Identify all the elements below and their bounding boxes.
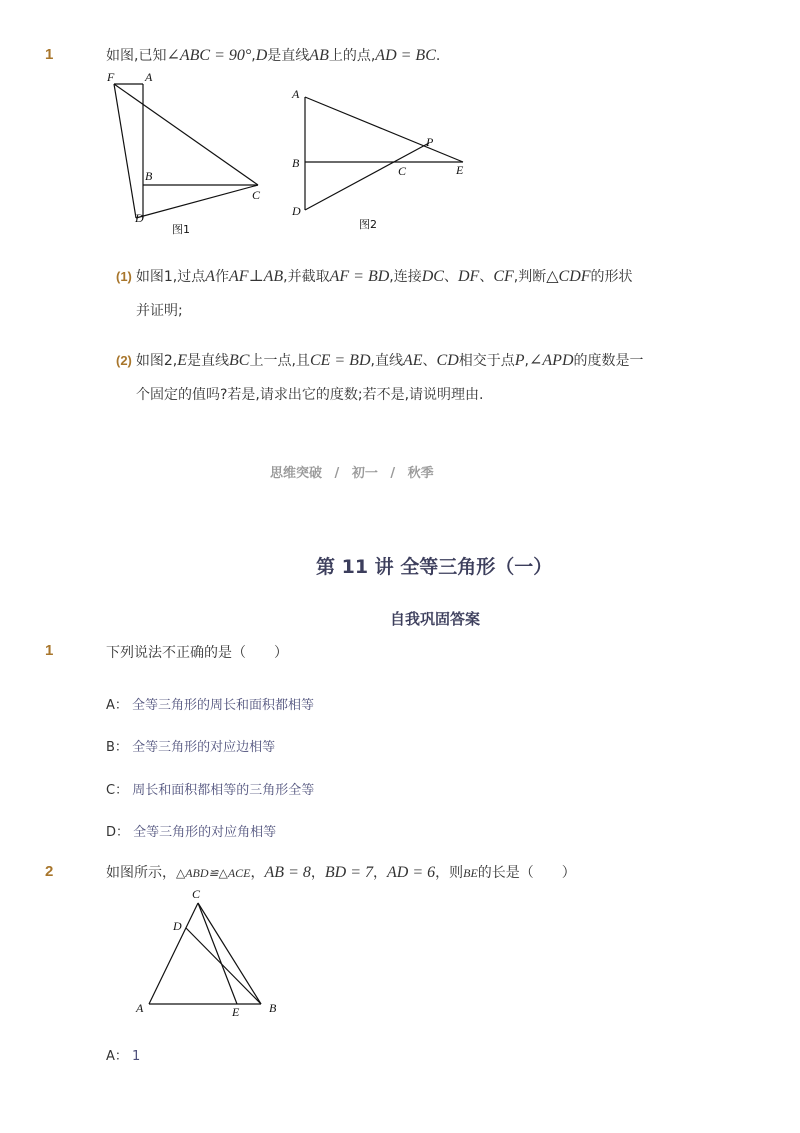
label-B: B: [145, 169, 153, 183]
label-D: D: [173, 919, 182, 933]
label-A: A: [136, 1001, 144, 1015]
stem-text: 如图,已知: [106, 48, 167, 64]
label-C: C: [252, 188, 261, 202]
label-B: B: [292, 156, 300, 170]
sub-text: 如图1,过点: [135, 269, 206, 285]
sub-math: AE: [402, 352, 423, 369]
sub-question-2: [116, 350, 644, 370]
stem-text: ,: [251, 48, 256, 64]
label-A: A: [292, 87, 300, 101]
option-a[interactable]: [106, 1045, 140, 1064]
stem-text: ，则: [435, 865, 464, 881]
option-letter: D：: [106, 825, 130, 840]
sub-text: ,: [524, 353, 529, 369]
sub-text: ,直线: [370, 353, 403, 369]
sub-text: 的形状: [590, 269, 633, 285]
question-number: 1: [45, 642, 54, 659]
sub-number: (1): [116, 269, 132, 284]
stem-math: △ABD≌△ACE: [176, 866, 251, 880]
figure-triangles: [125, 882, 295, 1022]
stem-text: .: [435, 48, 441, 64]
option-letter: B：: [106, 740, 128, 755]
stem-math: AD = BC: [375, 47, 436, 64]
label-D: D: [292, 204, 301, 218]
footer-season: 秋季: [407, 466, 434, 481]
page-footer: [270, 462, 434, 481]
figure-caption: 图1: [172, 223, 190, 236]
sub-text: ,判断: [513, 269, 547, 285]
section-title: 自我巩固答案: [390, 610, 481, 628]
sub-text: 上一点,且: [249, 353, 310, 369]
stem-math: BE: [463, 866, 478, 880]
footer-grade: 初一: [351, 466, 378, 481]
option-text: 1: [132, 1049, 141, 1064]
sub-math: DF: [457, 268, 480, 285]
footer-separator: /: [334, 466, 340, 481]
label-E: E: [232, 1005, 240, 1019]
option-letter: A：: [106, 698, 128, 713]
sub-text: ,连接: [389, 269, 422, 285]
stem-text: ，: [372, 865, 387, 881]
option-text: 全等三角形的对应角相等: [133, 825, 277, 840]
label-A: A: [145, 70, 153, 84]
question-number: 1: [45, 46, 54, 63]
label-E: E: [456, 163, 464, 177]
option-c[interactable]: [106, 779, 314, 798]
stem-math: AD = 6: [386, 864, 436, 881]
sub-math: CE = BD: [309, 352, 371, 369]
label-P: P: [426, 135, 434, 149]
option-text: 全等三角形的对应边相等: [132, 740, 276, 755]
figure-caption: 图2: [359, 218, 377, 231]
sub-math: CF: [493, 268, 514, 285]
option-a[interactable]: [106, 694, 314, 713]
footer-subject: 思维突破: [270, 466, 323, 481]
sub-text: 、: [422, 353, 437, 369]
stem-text: 上的点,: [328, 48, 376, 64]
stem-math: AB: [309, 47, 329, 64]
sub-text: 如图2,: [135, 353, 178, 369]
sub-text: 的度数是一: [573, 353, 644, 369]
label-C: C: [398, 164, 407, 178]
question-stem: [106, 862, 576, 882]
sub-question-2-line2: 个固定的值吗?若是,请求出它的度数;若不是,请说明理由.: [136, 387, 484, 403]
sub-math: △CDF: [546, 268, 591, 285]
option-letter: A：: [106, 1049, 128, 1064]
question-stem: [106, 45, 440, 65]
stem-math: D: [255, 47, 268, 64]
sub-number: (2): [116, 353, 132, 368]
option-b[interactable]: [106, 736, 275, 755]
sub-text: 是直线: [187, 353, 230, 369]
stem-math: ∠ABC = 90°: [166, 47, 252, 64]
stem-text: ，: [250, 865, 265, 881]
label-D: D: [135, 211, 144, 225]
sub-text: 作: [215, 269, 230, 285]
option-letter: C：: [106, 783, 129, 798]
sub-math: AF⊥AB: [229, 268, 284, 285]
figure-2: [285, 80, 475, 240]
option-text: 全等三角形的周长和面积都相等: [132, 698, 315, 713]
question-number: 2: [45, 863, 54, 880]
sub-math: ∠APD: [528, 352, 574, 369]
label-B: B: [269, 1001, 277, 1015]
stem-math: AB = 8: [264, 864, 311, 881]
sub-math: A: [205, 268, 216, 285]
stem-text: 是直线: [267, 48, 310, 64]
figure-1: [100, 68, 280, 238]
chapter-title: 第 11 讲 全等三角形（一）: [316, 556, 553, 578]
label-F: F: [107, 70, 115, 84]
stem-text: ，: [310, 865, 325, 881]
footer-separator: /: [390, 466, 396, 481]
sub-question-1-line2: 并证明;: [136, 303, 183, 319]
stem-math: BD = 7: [324, 864, 373, 881]
sub-text: 、: [479, 269, 494, 285]
sub-math: CD: [436, 352, 459, 369]
sub-math: BC: [229, 352, 250, 369]
question-stem: 下列说法不正确的是（ ）: [106, 645, 288, 661]
label-C: C: [192, 887, 201, 901]
sub-question-1: [116, 266, 633, 286]
sub-text: ,并截取: [283, 269, 330, 285]
sub-math: P: [514, 352, 525, 369]
sub-math: AF = BD: [329, 268, 390, 285]
option-d[interactable]: [106, 821, 276, 840]
sub-text: 相交于点: [458, 353, 515, 369]
option-text: 周长和面积都相等的三角形全等: [132, 783, 315, 798]
stem-text: 的长是（ ）: [477, 865, 576, 881]
stem-text: 如图所示，: [106, 865, 176, 881]
sub-text: 、: [443, 269, 458, 285]
sub-math: E: [177, 352, 188, 369]
sub-math: DC: [421, 268, 444, 285]
